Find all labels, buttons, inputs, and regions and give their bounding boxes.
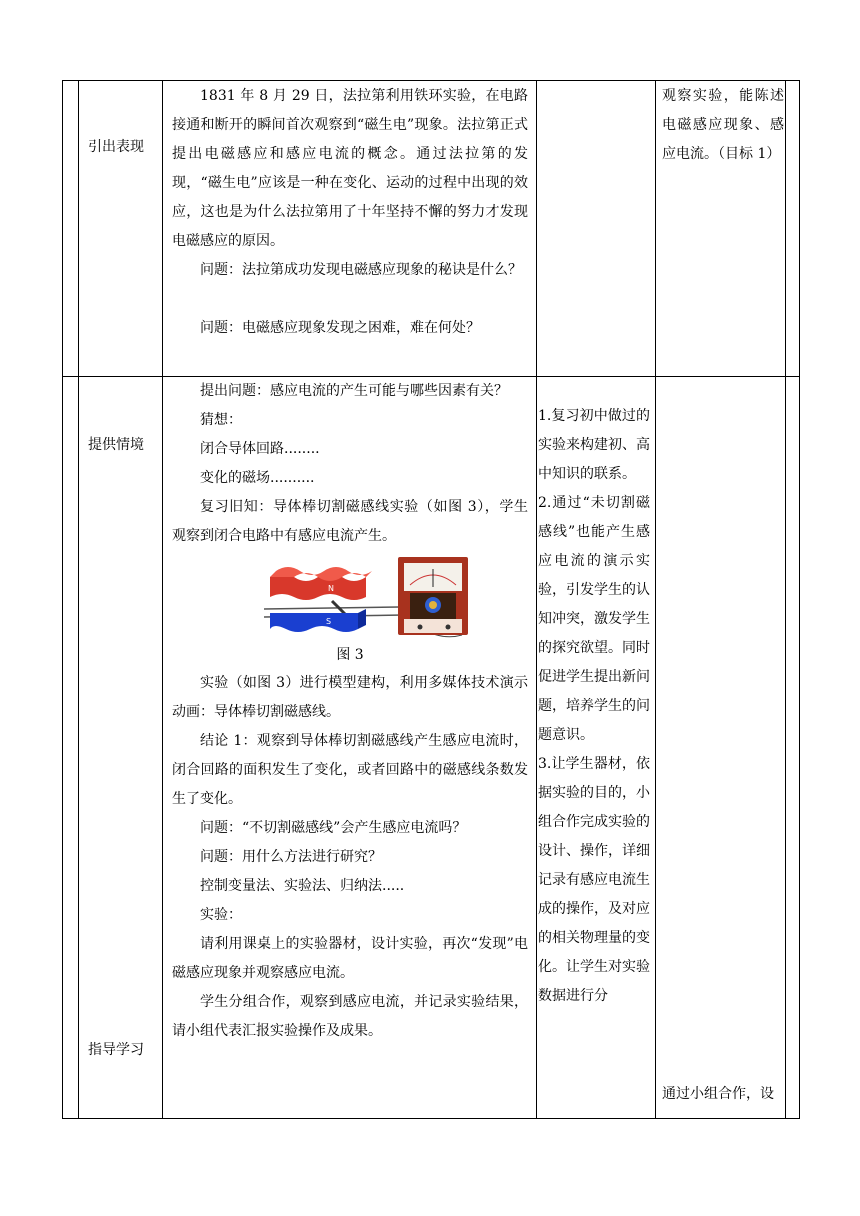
north-label: N [328,584,334,593]
row2-goal: 通过小组合作，设 [662,1086,774,1102]
intent-item: 1.复习初中做过的实验来构建初、高中知识的联系。 [538,408,650,482]
col-border-label [78,80,79,1119]
paragraph: 问题：电磁感应现象发现之困难，难在何处？ [200,320,480,336]
south-label: S [326,617,332,626]
paragraph: 问题：“不切割磁感线”会产生感应电流吗？ [200,820,467,836]
north-magnet [270,573,366,600]
paragraph: 控制变量法、实验法、归纳法..... [200,878,405,894]
col-border-goal [655,80,656,1119]
col-border-left [62,80,63,1119]
galvanometer [398,557,468,635]
magnet-galvanometer-diagram [172,551,528,641]
paragraph: 1831 年 8 月 29 日，法拉第利用铁环实验，在电路接通和断开的瞬间首次观察到“磁生电”现象。法拉第正式提出电磁感应和感应电流的概念。通过法拉第的发现，“磁生电”应该是一种在变化、运动的过程中出现的效应，这也是为什么法拉第用了十年坚持不懈的努力才发现电磁感应的原因。 [172,88,528,249]
paragraph: 问题：用什么方法进行研究？ [200,849,382,865]
row1-goal: 观察实验，能陈述电磁感应现象、感应电流。（目标 1） [662,88,784,162]
paragraph: 结论 1：观察到导体棒切割磁感线产生感应电流时，闭合回路的面积发生了变化，或者回路中的磁感线条数发生了变化。 [172,733,528,807]
row-label-situation: 提供情境 [88,437,144,453]
row2-design-intent [538,402,650,1011]
figure-caption: 图 3 [336,647,364,663]
col-border-last [785,80,786,1119]
row-label-guidance: 指导学习 [88,1042,144,1058]
paragraph: 猜想： [200,412,242,428]
paragraph: 闭合导体回路........ [200,441,320,457]
paragraph: 请利用课桌上的实验器材，设计实验，再次“发现”电磁感应现象并观察感应电流。 [172,936,528,981]
paragraph: 问题：法拉第成功发现电磁感应现象的秘诀是什么？ [200,262,522,278]
col-border-intent [536,80,537,1119]
figure-3-illustration [172,551,528,669]
paragraph: 实验： [200,907,242,923]
paragraph: 实验（如图 3）进行模型建构，利用多媒体技术演示动画：导体棒切割磁感线。 [172,675,528,720]
row2-content [172,377,528,1046]
paragraph: 提出问题：感应电流的产生可能与哪些因素有关？ [200,383,508,399]
row-label-intro: 引出表现 [88,139,144,155]
paragraph: 复习旧知：导体棒切割磁感线实验（如图 3），学生观察到闭合电路中有感应电流产生。 [172,499,528,544]
intent-item: 2.通过“未切割磁感线”也能产生感应电流的演示实验，引发学生的认知冲突，激发学生的探究欲望。同时促进学生提出新问题，培养学生的问题意识。 [538,495,650,743]
intent-item: 3.让学生器材，依据实验的目的，小组合作完成实验的设计、操作，详细记录有感应电流生成的操作，及对应的相关物理量的变化。让学生对实验数据进行分 [538,756,650,1004]
paragraph: 变化的磁场.......... [200,470,315,486]
col-border-right [799,80,800,1119]
paragraph: 学生分组合作，观察到感应电流，并记录实验结果，请小组代表汇报实验操作及成果。 [172,994,528,1039]
south-magnet [270,613,358,632]
col-border-content [162,80,163,1119]
table-top-border [62,80,800,81]
row1-content [172,82,528,343]
table-bottom-border [62,1118,800,1119]
